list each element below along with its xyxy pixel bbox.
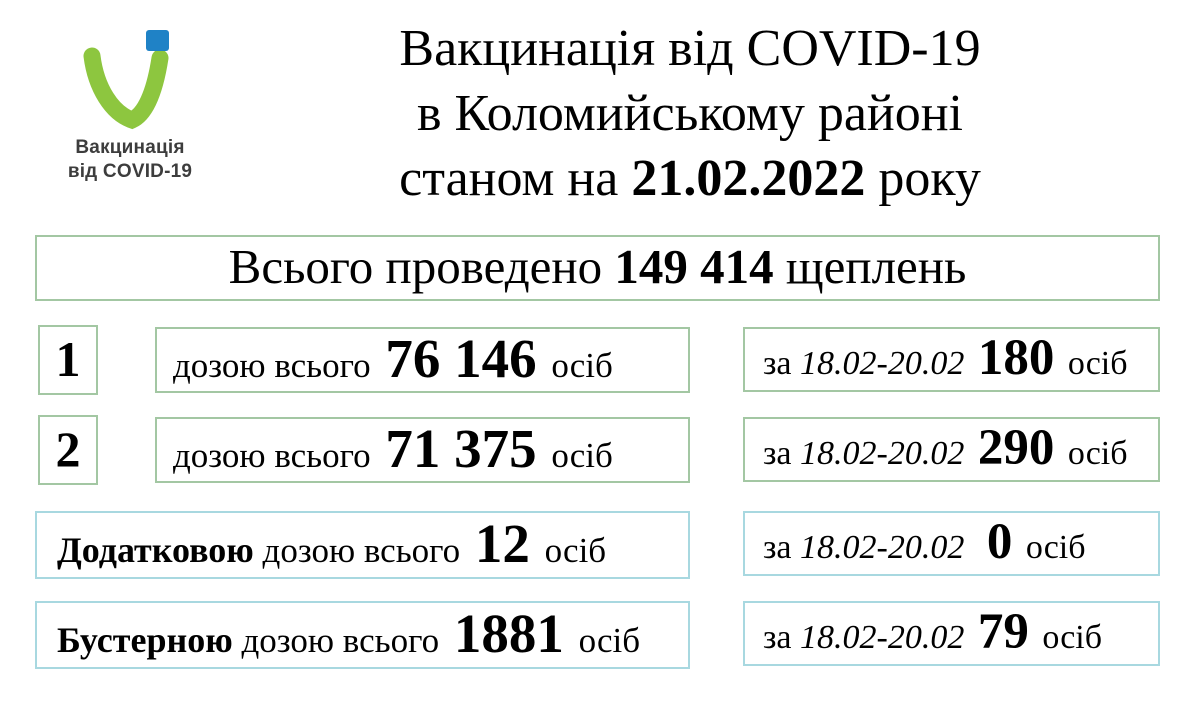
total-label-after: щеплень — [785, 239, 967, 294]
dose1-label: дозою всього — [173, 346, 371, 385]
logo-v-checkmark-icon — [82, 26, 178, 132]
title-line-2: в Коломийському районі — [417, 85, 963, 142]
logo-caption-line1: Вакцинація — [75, 137, 185, 158]
booster-recent-value: 79 — [977, 604, 1029, 660]
title-line-1: Вакцинація від COVID-19 — [399, 20, 981, 77]
dose1-recent-box — [743, 327, 1160, 392]
report-date: 21.02.2022 — [631, 150, 866, 207]
additional-dose-unit: осіб — [544, 531, 607, 570]
additional-dose-total-box — [35, 511, 690, 579]
logo-v-stroke — [92, 56, 160, 120]
additional-recent-unit: осіб — [1025, 529, 1086, 566]
dose2-recent-value: 290 — [977, 420, 1055, 476]
booster-recent-unit: осіб — [1042, 619, 1103, 656]
title-date-suffix: року — [878, 150, 981, 207]
dose2-recent-prefix: за — [763, 435, 792, 472]
total-label-before: Всього проведено — [228, 239, 603, 294]
title-line-3 — [220, 146, 1160, 211]
booster-recent-prefix: за — [763, 619, 792, 656]
additional-dose-total-value: 12 — [474, 513, 530, 574]
dose1-recent-value: 180 — [977, 330, 1055, 386]
title-date-prefix: станом на — [399, 150, 619, 207]
dose1-recent-period: 18.02-20.02 — [800, 345, 965, 382]
booster-dose-total-value: 1881 — [453, 603, 564, 664]
dose1-recent-unit: осіб — [1067, 345, 1128, 382]
dose2-total-box — [155, 417, 690, 483]
dose2-recent-box — [743, 417, 1160, 482]
dose2-unit: осіб — [551, 436, 613, 475]
dose2-total-value: 71 375 — [385, 418, 537, 479]
booster-dose-unit: осіб — [578, 621, 641, 660]
dose2-recent-period: 18.02-20.02 — [800, 435, 965, 472]
additional-recent-prefix: за — [763, 529, 792, 566]
additional-dose-recent-box — [743, 511, 1160, 576]
total-vaccinations-value: 149 414 — [614, 239, 774, 294]
dose1-total-value: 76 146 — [385, 328, 537, 389]
dose1-recent-prefix: за — [763, 345, 792, 382]
booster-dose-total-box — [35, 601, 690, 669]
dose2-recent-unit: осіб — [1067, 435, 1128, 472]
booster-dose-label: дозою всього — [241, 621, 440, 660]
logo-caption — [56, 136, 204, 184]
booster-dose-label-bold: Бустерною — [57, 620, 233, 660]
additional-dose-label: дозою всього — [262, 531, 461, 570]
booster-dose-recent-box — [743, 601, 1160, 666]
logo-blue-dot — [146, 30, 169, 51]
additional-recent-value: 0 — [986, 514, 1013, 570]
additional-dose-label-bold: Додатковою — [57, 530, 254, 570]
dose1-unit: осіб — [551, 346, 613, 385]
dose2-badge: 2 — [38, 415, 98, 485]
dose2-label: дозою всього — [173, 436, 371, 475]
vaccination-logo — [56, 26, 204, 184]
page-title — [220, 16, 1160, 211]
dose1-badge: 1 — [38, 325, 98, 395]
logo-caption-line2: від COVID-19 — [67, 161, 193, 182]
total-vaccinations-banner — [35, 235, 1160, 301]
booster-recent-period: 18.02-20.02 — [800, 619, 965, 656]
additional-recent-period: 18.02-20.02 — [800, 529, 965, 566]
dose1-total-box — [155, 327, 690, 393]
